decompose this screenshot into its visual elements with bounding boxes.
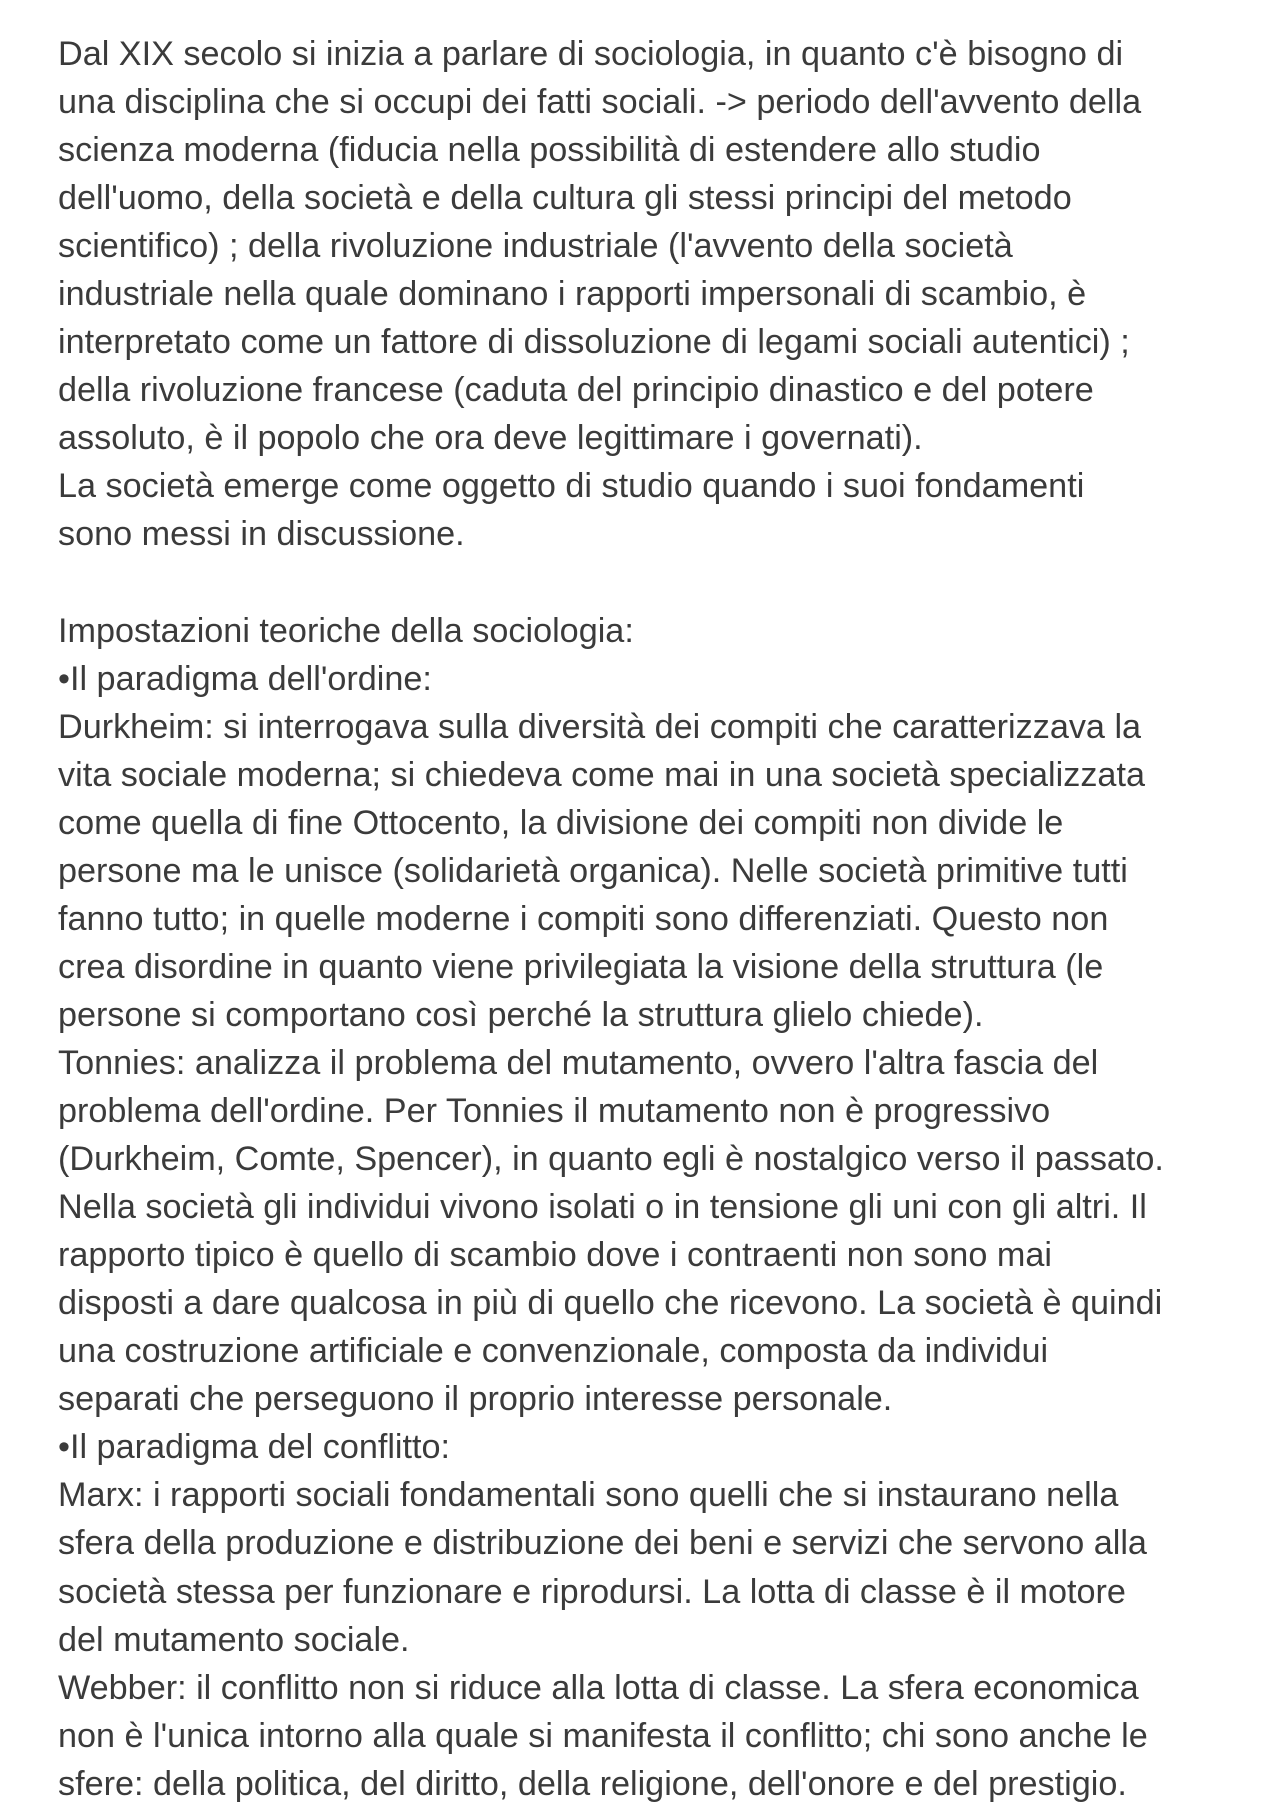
section-title: Impostazioni teoriche della sociologia: [58, 611, 634, 650]
text-line: La società emerge come oggetto di studio quando i suoi fondamenti [58, 467, 1085, 506]
text-line: non è l'unica intorno alla quale si manifesta il conflitto; chi sono anche le [58, 1716, 1148, 1755]
text-line: sfere: della politica, del diritto, della religione, dell'onore e del prestigio. [58, 1764, 1127, 1803]
text-line: Durkheim: si interrogava sulla diversità dei compiti che caratterizzava la [58, 707, 1142, 746]
text-line: della rivoluzione francese (caduta del principio dinastico e del potere [58, 371, 1094, 410]
text-line: scientifico) ; della rivoluzione industriale (l'avvento della società [58, 227, 1013, 266]
text-line: crea disordine in quanto viene privilegiata la visione della struttura (le [58, 947, 1104, 986]
blank-line [58, 559, 1238, 607]
text-line: industriale nella quale dominano i rapporti impersonali di scambio, è [58, 275, 1087, 314]
text-line: persone si comportano così perché la struttura glielo chiede). [58, 995, 984, 1034]
conflict-paradigm-heading: •Il paradigma del conflitto: [58, 1428, 451, 1467]
text-line: Nella società gli individui vivono isolati o in tensione gli uni con gli altri. Il [58, 1188, 1147, 1227]
note-text [58, 30, 1238, 1808]
tonnies-paragraph [58, 1039, 1238, 1423]
text-line: Dal XIX secolo si inizia a parlare di sociologia, in quanto c'è bisogno di [58, 35, 1124, 73]
text-line: sono messi in discussione. [58, 515, 465, 554]
marx-paragraph [58, 1471, 1238, 1663]
text-line: rapporto tipico è quello di scambio dove i contraenti non sono mai [58, 1236, 1052, 1275]
text-line: come quella di fine Ottocento, la divisione dei compiti non divide le [58, 803, 1064, 842]
webber-paragraph [58, 1664, 1238, 1808]
text-line: una disciplina che si occupi dei fatti sociali. -> periodo dell'avvento della [58, 83, 1142, 122]
text-line: scienza moderna (fiducia nella possibilità di estendere allo studio [58, 131, 1041, 170]
order-paradigm-heading: •Il paradigma dell'ordine: [58, 659, 432, 698]
text-line: del mutamento sociale. [58, 1620, 410, 1659]
text-line: Tonnies: analizza il problema del mutamento, ovvero l'altra fascia del [58, 1043, 1099, 1082]
text-line: una costruzione artificiale e convenzionale, composta da individui [58, 1332, 1049, 1371]
durkheim-paragraph [58, 703, 1238, 1039]
text-line: fanno tutto; in quelle moderne i compiti sono differenziati. Questo non [58, 899, 1109, 938]
text-line: assoluto, è il popolo che ora deve legittimare i governati). [58, 419, 923, 458]
text-line: separati che perseguono il proprio interesse personale. [58, 1380, 893, 1419]
text-line: società stessa per funzionare e riprodursi. La lotta di classe è il motore [58, 1572, 1126, 1611]
text-line: disposti a dare qualcosa in più di quello che ricevono. La società è quindi [58, 1284, 1163, 1323]
text-line: problema dell'ordine. Per Tonnies il mutamento non è progressivo [58, 1092, 1051, 1131]
text-line: sfera della produzione e distribuzione dei beni e servizi che servono alla [58, 1524, 1147, 1563]
text-line: (Durkheim, Comte, Spencer), in quanto egli è nostalgico verso il passato. [58, 1140, 1164, 1179]
text-line: vita sociale moderna; si chiedeva come mai in una società specializzata [58, 755, 1145, 794]
text-line: dell'uomo, della società e della cultura gli stessi principi del metodo [58, 179, 1072, 218]
conflict-paradigm-section [58, 1423, 1238, 1807]
text-line: interpretato come un fattore di dissoluzione di legami sociali autentici) ; [58, 323, 1130, 362]
text-line: Webber: il conflitto non si riduce alla lotta di classe. La sfera economica [58, 1668, 1139, 1707]
text-line: Marx: i rapporti sociali fondamentali sono quelli che si instaurano nella [58, 1476, 1119, 1515]
intro-paragraph [58, 30, 1238, 559]
text-line: persone ma le unisce (solidarietà organica). Nelle società primitive tutti [58, 851, 1128, 890]
order-paradigm-section [58, 655, 1238, 1424]
